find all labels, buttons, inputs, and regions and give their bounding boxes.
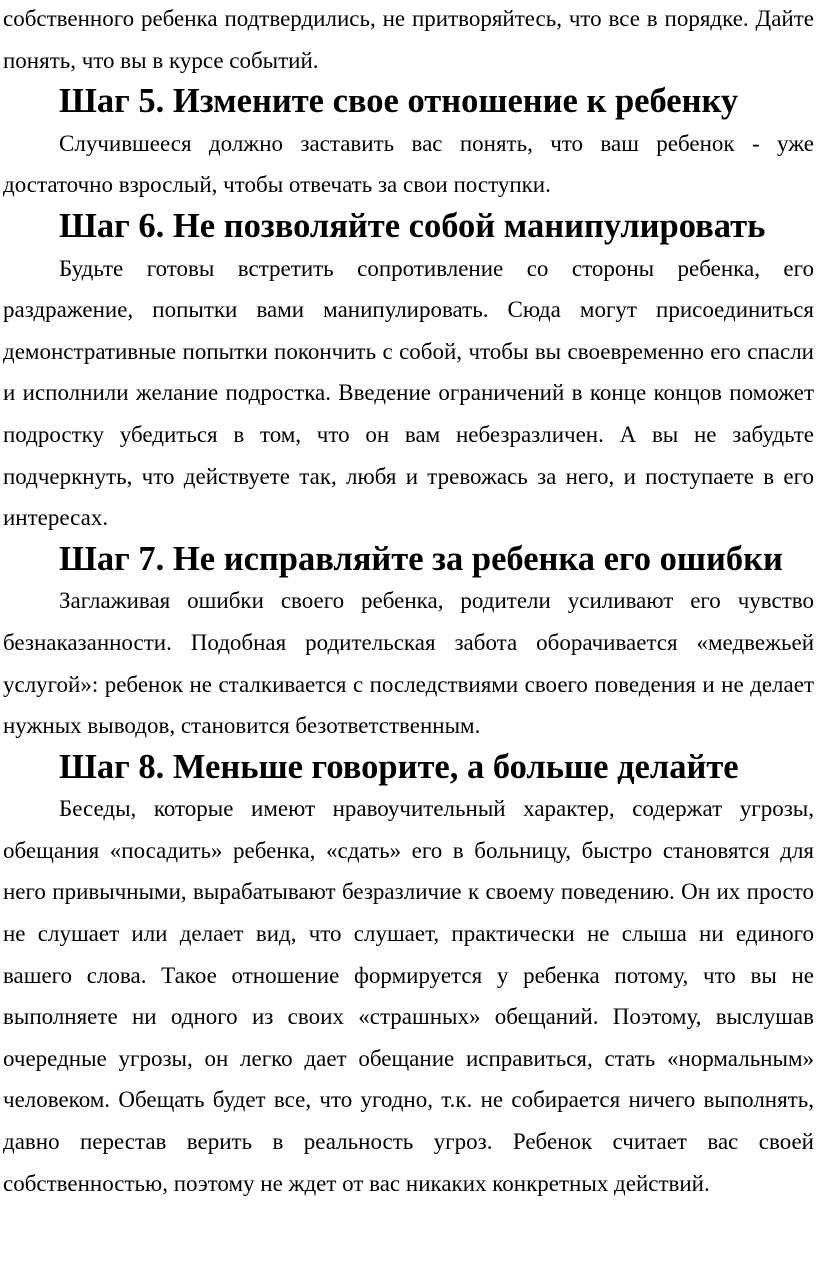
step-6-paragraph: Будьте готовы встретить сопротивление со стороны ребенка, его раздражение, попытки вами манипулировать. Сюда могут присоединиться демонстративные попытки покончить с собой, чтобы вы своевременно его спасли и исполнили желание подростка. Введение ограничений в конце концов поможет подростку убедиться в том, что он вам небезразличен. А вы не забудьте подчеркнуть, что действуете так, любя и тревожась за него, и поступаете в его интересах. bbox=[3, 255, 814, 531]
step-8-heading: Шаг 8. Меньше говорите, а больше делайте bbox=[59, 747, 739, 786]
step-5-heading: Шаг 5. Измените свое отношение к ребенку bbox=[59, 82, 739, 121]
intro-continuation-paragraph: собственного ребенка подтвердились, не притворяйтесь, что все в порядке. Дайте понять, что вы в курсе событий. bbox=[3, 6, 814, 73]
step-6-heading: Шаг 6. Не позволяйте собой манипулировать bbox=[59, 206, 766, 245]
step-7-heading: Шаг 7. Не исправляйте за ребенка его ошибки bbox=[59, 539, 783, 578]
step-8-paragraph: Беседы, которые имеют нравоучительный характер, содержат угрозы, обещания «посадить» ребенка, «сдать» его в больницу, быстро становятся для него привычными, вырабатывают безразличие к своему поведению. Он их просто не слушает или делает вид, что слушает, практически не слыша ни единого вашего слова. Такое отношение формируется у ребенка потому, что вы не выполняете ни одного из своих «страшных» обещаний. Поэтому, выслушав очередные угрозы, он легко дает обещание исправиться, стать «нормальным» человеком. Обещать будет все, что угодно, т.к. не собирается ничего выполнять, давно перестав верить в реальность угроз. Ребенок считает вас своей собственностью, поэтому не ждет от вас никаких конкретных действий. bbox=[3, 796, 814, 1196]
step-7-paragraph: Заглаживая ошибки своего ребенка, родители усиливают его чувство безнаказанности. Подобная родительская забота оборачивается «медвежьей услугой»: ребенок не сталкивается с последствиями своего поведения и не делает нужных выводов, становится безответственным. bbox=[3, 588, 814, 739]
step-5-paragraph: Случившееся должно заставить вас понять, что ваш ребенок - уже достаточно взрослый, чтобы отвечать за свои поступки. bbox=[3, 130, 814, 198]
